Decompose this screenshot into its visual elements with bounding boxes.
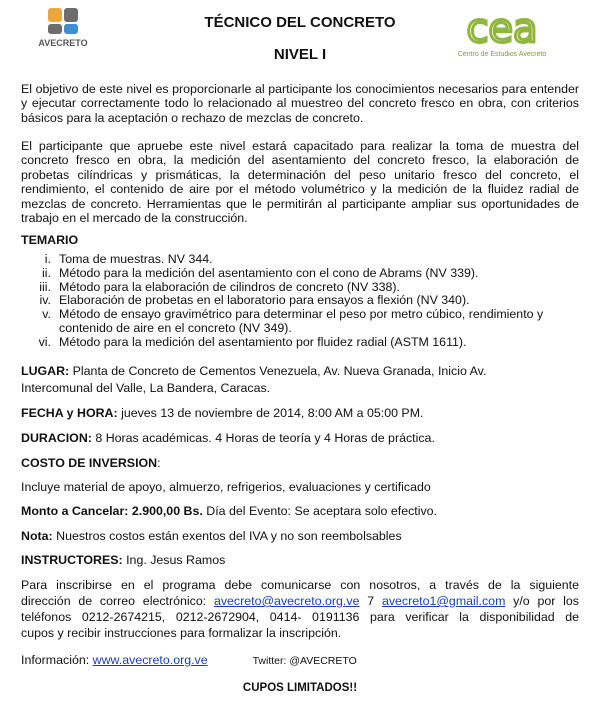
list-item-number: iv. xyxy=(39,293,51,308)
fecha-value: jueves 13 de noviembre de 2014, 8:00 AM a 05:00 PM. xyxy=(121,406,424,420)
costo-label: COSTO DE INVERSION xyxy=(21,456,158,470)
fecha-label: FECHA y HORA: xyxy=(21,406,118,420)
nota-label: Nota: xyxy=(21,529,53,543)
list-item-text: Método para la elaboración de cilindros de concreto (NV 338). xyxy=(59,279,400,294)
cupos-limitados: CUPOS LIMITADOS!! xyxy=(242,682,358,694)
monto-amount: 2.900,00 Bs. xyxy=(131,504,203,518)
instructores-value: Ing. Jesus Ramos xyxy=(126,553,226,567)
list-item-number: iii. xyxy=(39,279,51,294)
duracion-value: 8 Horas académicas. 4 Horas de teoría y 4 Horas de práctica. xyxy=(95,431,435,445)
intro-paragraph-1: El objetivo de este nivel es proporcionarle al participante los conocimientos necesarios para entender y ejecutar correctamente todo lo relacionado al muestreo del concreto fresco en obra, con criterios básicos para la aceptación o rechazo de mezclas de concreto. xyxy=(21,82,579,125)
twitter-handle: Twitter: @AVECRETO xyxy=(252,655,357,667)
list-item xyxy=(21,294,581,308)
inscripcion-text: dirección de correo electrónico: xyxy=(21,594,207,608)
list-item-text: Método para la medición del asentamiento con el cono de Abrams (NV 339). xyxy=(59,265,479,280)
monto-label: Monto a Cancelar: xyxy=(21,504,129,518)
list-item-text: Método para la medición del asentamiento por fluidez radial (ASTM 1611). xyxy=(59,334,467,349)
nota-value: Nuestros costos están exentos del IVA y no son reembolsables xyxy=(56,529,402,543)
cea-logo-caption: Centro de Estudios Avecreto xyxy=(457,51,547,58)
list-item xyxy=(21,281,581,295)
list-item xyxy=(21,253,581,267)
info-label: Información: xyxy=(21,653,90,667)
list-item-number: v. xyxy=(42,307,51,322)
duracion-line xyxy=(21,431,581,445)
inscripcion-text: y/o por los xyxy=(513,594,579,608)
list-item xyxy=(21,308,581,336)
list-item-number: i. xyxy=(44,252,51,266)
list-item xyxy=(21,336,581,350)
cea-logo-letters: cea xyxy=(466,6,538,52)
info-line xyxy=(21,653,581,668)
lugar-line xyxy=(21,364,581,378)
intro-paragraph-2: El participante que apruebe este nivel estará capacitado para realizar la toma de muestra del concreto fresco en obra, la medición del asentamiento del concreto fresco, la elaboración de probetas cilíndricas y prismáticas, la determinación del peso unitario fresco del concreto, el rendimiento, el contenido de aire por el método volumétrico y la medición de la fluidez radial de mezclas de concreto. Herramientas que le permitirán al participante ampliar sus oportunidades de trabajo en el mercado de la construcción. xyxy=(21,139,579,226)
list-item xyxy=(21,267,581,281)
website-link[interactable]: www.avecreto.org.ve xyxy=(92,653,208,667)
list-item-text: Toma de muestras. NV 344. xyxy=(59,252,213,266)
monto-note: Día del Evento: Se aceptara solo efectivo. xyxy=(206,504,438,518)
costo-heading xyxy=(21,456,581,470)
nota-line xyxy=(21,529,581,543)
email-link-1[interactable]: avecreto@avecreto.org.ve xyxy=(213,594,360,608)
inscripcion-line-4: cupos y recibir instrucciones para formalizar la inscripción. xyxy=(21,626,342,640)
level-title: NIVEL I xyxy=(273,46,327,63)
lugar-address-1: Planta de Concreto de Cementos Venezuela, Av. Nueva Granada, Inicio Av. xyxy=(72,364,487,378)
temario-heading: TEMARIO xyxy=(21,233,79,247)
list-item-text: Método de ensayo gravimétrico para determinar el peso por metro cúbico, rendimiento y contenido de aire en el concreto (NV 349). xyxy=(59,307,544,335)
monto-line xyxy=(21,504,581,518)
lugar-address-2: Intercomunal del Valle, La Bandera, Caracas. xyxy=(21,381,271,395)
temario-list xyxy=(21,253,581,350)
duracion-label: DURACION: xyxy=(21,431,92,445)
avecreto-logo-text: AVECRETO xyxy=(38,38,88,48)
costo-includes: Incluye material de apoyo, almuerzo, refrigerios, evaluaciones y certificado xyxy=(21,480,431,494)
lugar-label: LUGAR: xyxy=(21,364,70,378)
costo-colon: : xyxy=(157,456,161,470)
list-item-number: vi. xyxy=(38,334,51,349)
email-link-2[interactable]: avecreto1@gmail.com xyxy=(381,594,506,608)
list-item-number: ii. xyxy=(42,265,51,280)
page-title: TÉCNICO DEL CONCRETO xyxy=(204,14,396,31)
inscripcion-line-3: teléfonos 0212-2674215, 0212-2672904, 0414- 0191136 para verificar la disponibilidad de xyxy=(21,610,579,624)
list-item-text: Elaboración de probetas en el laboratorio para ensayos a flexión (NV 340). xyxy=(59,293,470,308)
instructores-line xyxy=(21,553,581,567)
instructores-label: INSTRUCTORES: xyxy=(21,553,123,567)
inscripcion-line-2 xyxy=(21,594,579,608)
inscripcion-line-1: Para inscribirse en el programa debe comunicarse con nosotros, a través de la siguiente xyxy=(21,578,579,592)
fecha-line xyxy=(21,406,581,420)
email-separator: 7 xyxy=(367,594,375,608)
